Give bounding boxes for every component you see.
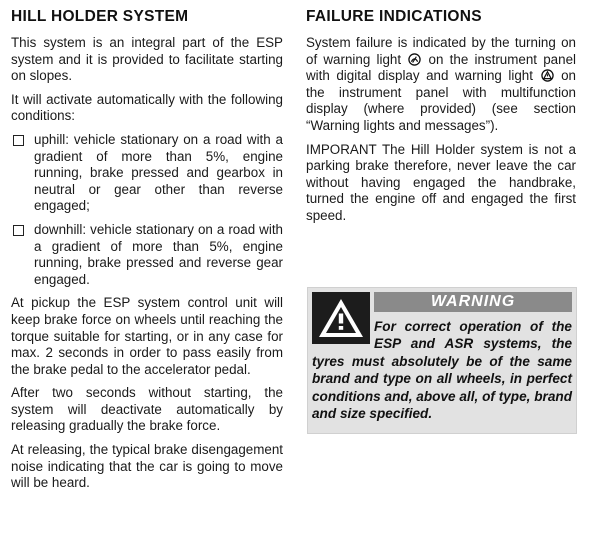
warning-light-icon <box>541 69 554 82</box>
esp-warning-light-icon <box>408 53 421 66</box>
hill-holder-section <box>11 8 283 499</box>
failure-text-a: System failure is indicated by the turning on of warning light <box>306 35 576 67</box>
downhill-condition-text: downhill: vehicle stationary on a road with a gradient of more than 5%, engine running, brake pressed and reverse gear engaged. <box>34 221 283 287</box>
warning-text-spacer <box>312 318 374 350</box>
failure-text-c: on the instrument panel with multifunction display (where provided) (see section “Warning lights and messages”). <box>306 68 576 133</box>
failure-indications-heading: FAILURE INDICATIONS <box>306 8 482 25</box>
important-paragraph: IMPORANT The Hill Holder system is not a parking brake therefore, never leave the car without having engaged the handbrake, turned the engine off and engaged the first speed. <box>306 141 576 223</box>
warning-text: For correct operation of the ESP and ASR systems, the tyres must absolutely be of the same brand and type on all wheels, in perfect conditions and, above all, of type, brand and size specified. <box>312 319 572 422</box>
failure-indications-section <box>306 8 576 232</box>
uphill-condition-text: uphill: vehicle stationary on a road with a gradient of more than 5%, engine running, brake pressed and gearbox in neutral or gear other than reverse engaged; <box>34 131 283 214</box>
activation-conditions-intro: It will activate automatically with the following conditions: <box>11 91 283 124</box>
release-paragraph: At releasing, the typical brake disengagement noise indicating that the car is going to move will be heard. <box>11 442 283 491</box>
failure-text-b: on the instrument panel with digital display and warning light <box>306 51 576 84</box>
hill-holder-heading: HILL HOLDER SYSTEM <box>11 8 189 25</box>
hill-holder-intro: This system is an integral part of the ESP system and it is provided to facilitate starting on slopes. <box>11 35 283 84</box>
uphill-condition <box>11 132 283 215</box>
checkbox-bullet-icon <box>13 135 24 146</box>
downhill-condition <box>11 222 283 288</box>
deactivation-paragraph: After two seconds without starting, the system will deactivate automatically by releasing gradually the brake force. <box>11 385 283 434</box>
warning-text-block <box>312 318 572 422</box>
checkbox-bullet-icon <box>13 225 24 236</box>
warning-title: WARNING <box>374 292 572 312</box>
warning-box <box>307 287 577 434</box>
failure-paragraph <box>306 35 576 135</box>
pickup-paragraph: At pickup the ESP system control unit will keep brake force on wheels until reaching the torque suitable for starting, or in any case for max. 2 seconds in order to pass easily from the brake pedal to the accelerator pedal. <box>11 295 283 377</box>
